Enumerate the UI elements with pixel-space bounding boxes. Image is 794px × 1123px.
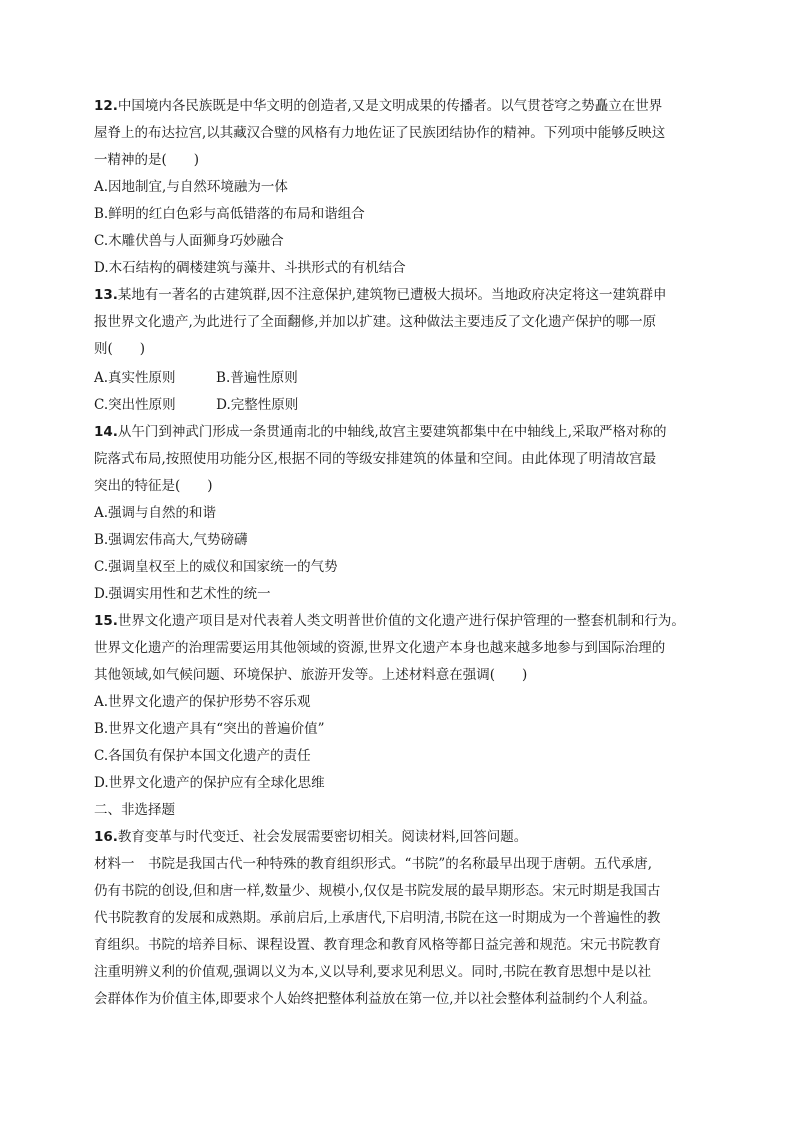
- q14-option-d: D.强调实用性和艺术性的统一: [94, 586, 271, 602]
- q12-option-c: C.木雕伏兽与人面狮身巧妙融合: [94, 233, 284, 249]
- q16-number: 16.: [94, 829, 118, 845]
- q13-options-cd: C.突出性原则 D.完整性原则: [94, 397, 299, 413]
- q15-number: 15.: [94, 613, 118, 629]
- q15-option-d: D.世界文化遗产的保护应有全球化思维: [94, 775, 325, 791]
- q15-line-1: 15.世界文化遗产项目是对代表着人类文明普世价值的文化遗产进行保护管理的一整套机制和行为。: [94, 613, 685, 629]
- q15-line-2: 世界文化遗产的治理需要运用其他领域的资源,世界文化遗产本身也越来越多地参与到国际治理的: [94, 640, 666, 656]
- q13-line-3: 则( ): [94, 341, 146, 357]
- q16-stem: 16.教育变革与时代变迁、社会发展需要密切相关。阅读材料,回答问题。: [94, 829, 528, 845]
- q14-option-a: A.强调与自然的和谐: [94, 505, 217, 521]
- q15-option-b: B.世界文化遗产具有“突出的普遍价值”: [94, 721, 325, 737]
- q16-material-line-5: 注重明辨义利的价值观,强调以义为本,义以导利,要求见利思义。同时,书院在教育思想中是以社: [94, 964, 652, 980]
- q15-line-3: 其他领域,如气候问题、环境保护、旅游开发等。上述材料意在强调( ): [94, 667, 528, 683]
- q14-line-1: 14.从午门到神武门形成一条贯通南北的中轴线,故宫主要建筑都集中在中轴线上,采取严格对称的: [94, 424, 667, 440]
- q15-option-c: C.各国负有保护本国文化遗产的责任: [94, 748, 311, 764]
- q12-number: 12.: [94, 98, 118, 114]
- q16-material-line-4: 育组织。书院的培养目标、课程设置、教育理念和教育风格等都日益完善和规范。宋元书院教育: [94, 937, 661, 953]
- q13-line-1: 13.某地有一著名的古建筑群,因不注意保护,建筑物已遭极大损坏。当地政府决定将这一建筑群申: [94, 287, 667, 303]
- q12-option-a: A.因地制宜,与自然环境融为一体: [94, 179, 288, 195]
- q16-material-line-2: 仍有书院的创设,但和唐一样,数量少、规模小,仅仅是书院发展的最早期形态。宋元时期是我国古: [94, 883, 661, 899]
- q12-option-b: B.鲜明的红白色彩与高低错落的布局和谐组合: [94, 206, 365, 222]
- q12-option-d: D.木石结构的碉楼建筑与藻井、斗拱形式的有机结合: [94, 260, 406, 276]
- q12-line-2: 屋脊上的布达拉宫,以其藏汉合璧的风格有力地佐证了民族团结协作的精神。下列项中能够反映这: [94, 125, 666, 141]
- q13-options-ab: A.真实性原则 B.普遍性原则: [94, 370, 298, 386]
- q14-line-2: 院落式布局,按照使用功能分区,根据不同的等级安排建筑的体量和空间。由此体现了明清故宫最: [94, 451, 657, 467]
- q12-line-1: 12.中国境内各民族既是中华文明的创造者,又是文明成果的传播者。以气贯苍穹之势矗立在世界: [94, 98, 663, 114]
- q15-option-a: A.世界文化遗产的保护形势不容乐观: [94, 694, 311, 710]
- q13-number: 13.: [94, 287, 118, 303]
- q12-line-3: 一精神的是( ): [94, 152, 200, 168]
- q14-option-c: C.强调皇权至上的威仪和国家统一的气势: [94, 559, 338, 575]
- q16-material-line-6: 会群体作为价值主体,即要求个人始终把整体利益放在第一位,并以社会整体利益制约个人利益。: [94, 991, 657, 1007]
- q14-line-3: 突出的特征是( ): [94, 478, 213, 494]
- q16-material-line-1: 材料一 书院是我国古代一种特殊的教育组织形式。“书院”的名称最早出现于唐朝。五代承唐,: [94, 856, 653, 872]
- q13-line-2: 报世界文化遗产,为此进行了全面翻修,并加以扩建。这种做法主要违反了文化遗产保护的哪一原: [94, 314, 657, 330]
- section-heading-non-choice: 二、非选择题: [94, 802, 175, 818]
- q16-material-line-3: 代书院教育的发展和成熟期。承前启后,上承唐代,下启明清,书院在这一时期成为一个普遍性的教: [94, 910, 661, 926]
- q14-option-b: B.强调宏伟高大,气势磅礴: [94, 532, 248, 548]
- q14-number: 14.: [94, 424, 118, 440]
